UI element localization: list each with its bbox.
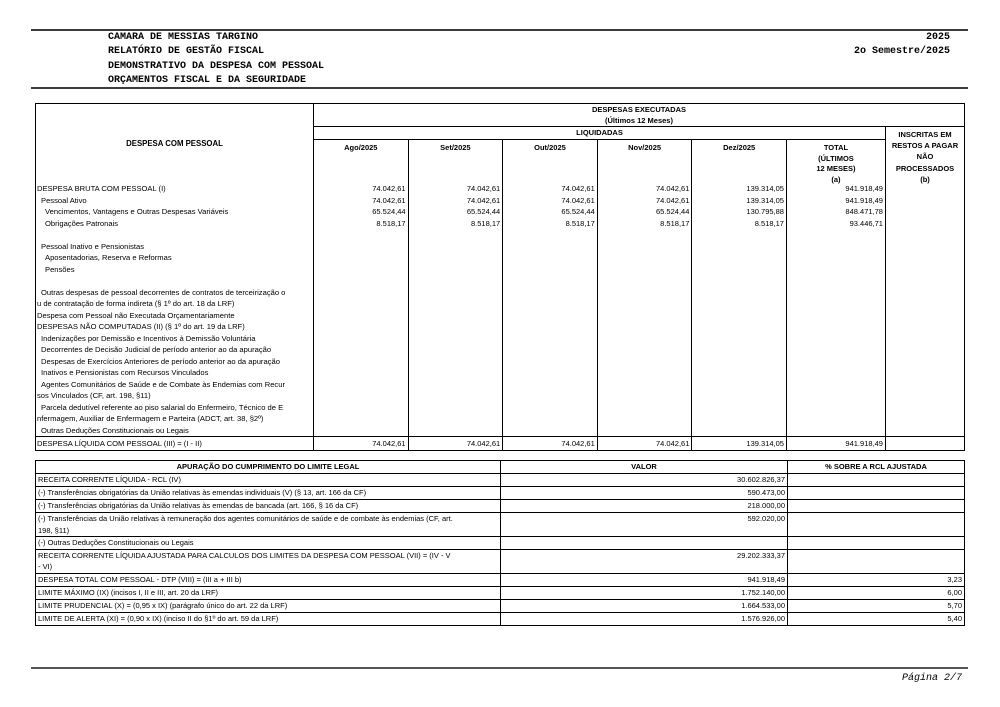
total-header-line: (a) bbox=[831, 175, 841, 185]
limit-row-label bbox=[36, 513, 501, 536]
restos-value-cell bbox=[885, 241, 964, 253]
limit-row-pct: 3,23 bbox=[947, 574, 962, 584]
limit-row-pct bbox=[788, 487, 964, 499]
corner-header-cell: DESPESA COM PESSOAL bbox=[36, 104, 314, 183]
limit-row bbox=[36, 574, 964, 587]
restos-value-cell bbox=[885, 229, 964, 241]
limit-row-label-line: (-) Outras Deduções Constitucionais ou Legais bbox=[38, 537, 194, 547]
expense-row bbox=[36, 344, 964, 356]
row-label-line bbox=[36, 275, 313, 287]
row-label-line: DESPESA BRUTA COM PESSOAL (I) bbox=[37, 184, 166, 193]
row-label bbox=[36, 425, 314, 437]
total-value-cell bbox=[787, 310, 885, 322]
limit-row-valor: 1.752.140,00 bbox=[501, 587, 788, 599]
month-value-cell bbox=[409, 241, 504, 253]
month-value-cell bbox=[314, 252, 409, 264]
restos-value-cell bbox=[885, 437, 964, 450]
month-value-cell bbox=[409, 310, 504, 322]
expense-row bbox=[36, 206, 964, 218]
expense-row bbox=[36, 425, 964, 437]
doc-title-line: DEMONSTRATIVO DA DESPESA COM PESSOAL bbox=[108, 60, 325, 72]
limit-row-label-line: DESPESA TOTAL COM PESSOAL - DTP (VIII) = (III a + III b) bbox=[38, 574, 242, 584]
total-value-cell bbox=[787, 344, 885, 356]
expense-table bbox=[35, 103, 965, 451]
month-value-cell bbox=[503, 425, 598, 437]
total-value-cell: 848.471,78 bbox=[845, 207, 883, 216]
total-value-cell: 941.918,49 bbox=[845, 439, 883, 448]
total-value-cell bbox=[787, 275, 885, 287]
row-label bbox=[36, 252, 314, 264]
expense-table-header bbox=[36, 104, 964, 183]
limit-row-valor: 30.602.826,37 bbox=[501, 474, 788, 486]
total-value-cell bbox=[787, 333, 885, 345]
restos-header-line: RESTOS A PAGAR bbox=[891, 141, 959, 151]
month-value-cell bbox=[314, 275, 409, 287]
expense-row bbox=[36, 183, 964, 195]
month-value-cell bbox=[409, 287, 504, 310]
row-label bbox=[36, 310, 314, 322]
row-label-line: Outras despesas de pessoal decorrentes de contratos de terceirização o bbox=[41, 287, 286, 297]
month-value-cell bbox=[409, 344, 504, 356]
total-value-cell bbox=[787, 425, 885, 437]
row-label bbox=[36, 437, 314, 450]
expense-row bbox=[36, 333, 964, 345]
limit-header-pct: % SOBRE A RCL AJUSTADA bbox=[825, 462, 927, 471]
limit-row-valor: 218.000,00 bbox=[501, 500, 788, 512]
month-value-cell bbox=[314, 264, 409, 276]
expense-row bbox=[36, 367, 964, 379]
row-label-line: DESPESAS NÃO COMPUTADAS (II) (§ 1º do art. 19 da LRF) bbox=[37, 322, 245, 331]
month-header-cell: Nov/2025 bbox=[598, 140, 693, 186]
limit-row-label-line: LIMITE PRUDENCIAL (X) = (0,95 x IX) (parágrafo único do art. 22 da LRF) bbox=[38, 600, 288, 610]
row-label bbox=[36, 333, 314, 345]
row-label bbox=[36, 344, 314, 356]
limit-row-valor: 29.202.333,37 bbox=[501, 550, 788, 573]
month-value-cell bbox=[598, 264, 693, 276]
expense-row bbox=[36, 402, 964, 425]
month-value-cell bbox=[598, 275, 693, 287]
month-value-cell bbox=[692, 367, 787, 379]
limit-row-pct bbox=[788, 474, 964, 486]
month-value-cell bbox=[692, 333, 787, 345]
month-value-cell bbox=[598, 356, 693, 368]
limit-row bbox=[36, 513, 964, 537]
expense-total-row bbox=[36, 436, 964, 450]
limit-row bbox=[36, 600, 964, 613]
total-value-cell bbox=[787, 367, 885, 379]
restos-value-cell bbox=[885, 195, 964, 207]
doc-title-line: ORÇAMENTOS FISCAL E DA SEGURIDADE bbox=[108, 75, 307, 87]
restos-header-line: NÃO bbox=[916, 152, 934, 162]
row-label bbox=[36, 356, 314, 368]
month-value-cell bbox=[314, 379, 409, 402]
month-value-cell bbox=[692, 379, 787, 402]
restos-value-cell bbox=[885, 183, 964, 195]
month-value-cell bbox=[598, 241, 693, 253]
limit-row bbox=[36, 487, 964, 500]
row-label-line: Decorrentes de Decisão Judicial de período anterior ao da apuração bbox=[41, 345, 272, 354]
row-label bbox=[36, 275, 314, 287]
limit-row-pct: 5,70 bbox=[947, 600, 962, 610]
limit-row bbox=[36, 587, 964, 600]
row-label-line: Indenizações por Demissão e Incentivos à Demissão Voluntária bbox=[41, 333, 256, 343]
month-value-cell: 74.042,61 bbox=[598, 183, 693, 195]
month-value-cell bbox=[692, 425, 787, 437]
limit-row-label-line: (-) Transferências da União relativas à remuneração dos agentes comunitários de saúde e de combate às endemias (CF, art. bbox=[38, 514, 453, 524]
month-value-cell: 65.524,44 bbox=[409, 206, 504, 218]
expense-row bbox=[36, 310, 964, 322]
month-value-cell bbox=[314, 425, 409, 437]
total-value-cell: 941.918,49 bbox=[845, 184, 883, 193]
limit-row-label-line: RECEITA CORRENTE LÍQUIDA AJUSTADA PARA CALCULOS DOS LIMITES DA DESPESA COM PESSOAL (VII) = (IV - V bbox=[38, 550, 451, 560]
total-header-line: (ÚLTIMOS bbox=[818, 153, 854, 163]
restos-value-cell bbox=[885, 344, 964, 356]
total-value-cell bbox=[787, 252, 885, 264]
limit-row-valor: 1.664.533,00 bbox=[501, 600, 788, 612]
total-header-cell bbox=[787, 140, 885, 186]
page-number: Página 2/7 bbox=[901, 673, 962, 684]
month-value-cell bbox=[503, 264, 598, 276]
month-header-cell: Set/2025 bbox=[409, 140, 504, 186]
month-value-cell: 74.042,61 bbox=[314, 437, 409, 450]
total-header-line: TOTAL bbox=[823, 143, 849, 152]
month-value-cell bbox=[314, 356, 409, 368]
month-value-cell bbox=[409, 402, 504, 425]
total-value-cell bbox=[787, 264, 885, 276]
month-value-cell bbox=[598, 402, 693, 425]
row-label bbox=[36, 264, 314, 276]
limit-row-label-line: LIMITE DE ALERTA (XI) = (0,90 x IX) (inciso II do §1º do art. 59 da LRF) bbox=[38, 613, 279, 623]
month-value-cell bbox=[314, 321, 409, 333]
month-header-cell: Dez/2025 bbox=[692, 140, 787, 186]
month-value-cell bbox=[598, 367, 693, 379]
restos-header-line: (b) bbox=[920, 174, 930, 184]
month-value-cell bbox=[692, 275, 787, 287]
row-label-line: sos Vinculados (CF, art. 198, §11) bbox=[37, 391, 151, 400]
month-header-row bbox=[314, 140, 885, 186]
footer-rule bbox=[31, 667, 968, 669]
total-value-cell bbox=[787, 356, 885, 368]
month-value-cell: 8.518,17 bbox=[314, 218, 409, 230]
limit-header-valor: VALOR bbox=[501, 461, 788, 473]
total-value-cell bbox=[787, 321, 885, 333]
expense-row bbox=[36, 264, 964, 276]
month-value-cell bbox=[409, 264, 504, 276]
limit-row bbox=[36, 550, 964, 574]
limit-row-pct: 5,40 bbox=[947, 613, 962, 623]
restos-value-cell bbox=[885, 218, 964, 230]
row-label-line: Outras Deduções Constitucionais ou Legais bbox=[41, 425, 189, 435]
month-value-cell bbox=[503, 229, 598, 241]
limit-row-valor: 941.918,49 bbox=[501, 574, 788, 586]
month-value-cell bbox=[314, 344, 409, 356]
limit-row-label-line: - VI) bbox=[38, 562, 53, 572]
restos-value-cell bbox=[885, 367, 964, 379]
row-label-line: Pensões bbox=[45, 264, 75, 274]
restos-value-cell bbox=[885, 264, 964, 276]
executed-header-region bbox=[314, 104, 964, 183]
month-value-cell: 8.518,17 bbox=[503, 218, 598, 230]
month-value-cell: 139.314,05 bbox=[692, 437, 787, 450]
limit-row-pct bbox=[788, 550, 964, 573]
month-value-cell bbox=[692, 229, 787, 241]
limit-row bbox=[36, 474, 964, 487]
expense-row bbox=[36, 275, 964, 287]
limit-row bbox=[36, 500, 964, 513]
month-value-cell bbox=[692, 264, 787, 276]
row-label bbox=[36, 321, 314, 333]
doc-header-left bbox=[108, 31, 324, 89]
limit-row-label bbox=[36, 550, 501, 573]
row-label bbox=[36, 218, 314, 230]
limit-row-label-line: (-) Transferências obrigatórias da União relativas às emendas individuais (V) (§ 13, art. 166 da CF) bbox=[38, 488, 367, 498]
month-value-cell bbox=[692, 310, 787, 322]
month-value-cell bbox=[409, 229, 504, 241]
month-value-cell: 74.042,61 bbox=[503, 195, 598, 207]
month-value-cell bbox=[409, 321, 504, 333]
month-value-cell bbox=[598, 310, 693, 322]
row-label-line: Aposentadorias, Reserva e Reformas bbox=[45, 253, 172, 262]
month-value-cell bbox=[409, 379, 504, 402]
month-value-cell bbox=[503, 367, 598, 379]
row-label-line: Obrigações Patronais bbox=[45, 218, 119, 228]
expense-table-body bbox=[36, 183, 964, 450]
limit-row-label-line: (-) Transferências obrigatórias da União relativas às emendas de bancada (art. 166, § 16 da CF) bbox=[38, 501, 359, 511]
limit-header-apuracao: APURAÇÃO DO CUMPRIMENTO DO LIMITE LEGAL bbox=[36, 461, 501, 473]
restos-value-cell bbox=[885, 287, 964, 310]
restos-value-cell bbox=[885, 275, 964, 287]
doc-title-line: RELATÓRIO DE GESTÃO FISCAL bbox=[108, 46, 265, 58]
limit-row-label bbox=[36, 613, 501, 625]
row-label bbox=[36, 183, 314, 195]
limit-row bbox=[36, 537, 964, 550]
expense-row bbox=[36, 218, 964, 230]
month-value-cell bbox=[314, 402, 409, 425]
month-value-cell bbox=[314, 287, 409, 310]
limit-table bbox=[35, 460, 965, 626]
month-value-cell bbox=[503, 333, 598, 345]
row-label-line: Parcela dedutível referente ao piso salarial do Enfermeiro, Técnico de E bbox=[41, 402, 284, 412]
doc-period-line: 2025 bbox=[925, 32, 950, 43]
month-value-cell: 65.524,44 bbox=[598, 206, 693, 218]
expense-row bbox=[36, 195, 964, 207]
doc-period-line: 2o Semestre/2025 bbox=[853, 46, 950, 58]
row-label bbox=[36, 367, 314, 379]
limit-row-label bbox=[36, 574, 501, 586]
liquidated-header-cell: LIQUIDADAS bbox=[314, 127, 885, 140]
row-label-line: Agentes Comunitários de Saúde e de Combate às Endemias com Recur bbox=[41, 379, 285, 389]
limit-table-body bbox=[36, 474, 964, 625]
restos-value-cell bbox=[885, 252, 964, 264]
month-value-cell bbox=[409, 425, 504, 437]
month-value-cell: 74.042,61 bbox=[598, 437, 693, 450]
expense-row bbox=[36, 287, 964, 310]
total-value-cell bbox=[787, 379, 885, 402]
row-label-line: DESPESA LÍQUIDA COM PESSOAL (III) = (I - II) bbox=[37, 439, 202, 448]
month-value-cell bbox=[598, 321, 693, 333]
row-label-line: Despesas de Exercícios Anteriores de período anterior ao da apuração bbox=[41, 356, 280, 366]
month-value-cell bbox=[314, 367, 409, 379]
month-header-cell: Ago/2025 bbox=[314, 140, 409, 186]
expense-row bbox=[36, 379, 964, 402]
executed-title: DESPESAS EXECUTADAS bbox=[591, 105, 687, 114]
month-value-cell bbox=[503, 402, 598, 425]
restos-value-cell bbox=[885, 321, 964, 333]
limit-row-pct bbox=[788, 513, 964, 536]
row-label-line: Inativos e Pensionistas com Recursos Vinculados bbox=[41, 368, 209, 377]
month-value-cell bbox=[598, 252, 693, 264]
row-label-line: nfermagem, Auxiliar de Enfermagem e Parteira (ADCT, art. 38, §2º) bbox=[37, 414, 264, 423]
total-value-cell: 941.918,49 bbox=[845, 195, 883, 205]
limit-row-pct bbox=[788, 500, 964, 512]
limit-row-pct: 6,00 bbox=[947, 587, 962, 597]
month-value-cell bbox=[598, 229, 693, 241]
row-label-line bbox=[36, 229, 313, 241]
liquidated-header-region bbox=[314, 127, 885, 183]
month-value-cell: 74.042,61 bbox=[598, 195, 693, 207]
month-value-cell: 74.042,61 bbox=[409, 437, 504, 450]
month-value-cell bbox=[692, 252, 787, 264]
month-value-cell: 8.518,17 bbox=[598, 218, 693, 230]
month-value-cell bbox=[503, 310, 598, 322]
row-label bbox=[36, 379, 314, 402]
row-label-line: Pessoal Inativo e Pensionistas bbox=[41, 241, 144, 251]
limit-table-header bbox=[36, 461, 964, 474]
row-label bbox=[36, 206, 314, 218]
executed-subtitle: (Últimos 12 Meses) bbox=[605, 115, 673, 125]
row-label-line: Vencimentos, Vantagens e Outras Despesas Variáveis bbox=[45, 207, 229, 216]
limit-row-label-line: RECEITA CORRENTE LÍQUIDA - RCL (IV) bbox=[38, 475, 181, 484]
month-value-cell bbox=[692, 287, 787, 310]
limit-row-valor: 1.576.926,00 bbox=[501, 613, 788, 625]
doc-title-line: CAMARA DE MESSIAS TARGINO bbox=[108, 32, 259, 43]
restos-a-pagar-header-cell bbox=[885, 127, 964, 183]
expense-row bbox=[36, 229, 964, 241]
month-value-cell bbox=[692, 241, 787, 253]
month-value-cell: 74.042,61 bbox=[314, 195, 409, 207]
row-label bbox=[36, 229, 314, 241]
month-value-cell: 139.314,05 bbox=[692, 195, 787, 207]
row-label bbox=[36, 287, 314, 310]
total-value-cell bbox=[787, 287, 885, 310]
month-value-cell bbox=[598, 379, 693, 402]
limit-row-label bbox=[36, 600, 501, 612]
month-value-cell bbox=[692, 356, 787, 368]
restos-value-cell bbox=[885, 379, 964, 402]
month-value-cell: 130.795,88 bbox=[692, 206, 787, 218]
month-value-cell bbox=[503, 356, 598, 368]
month-value-cell bbox=[503, 321, 598, 333]
month-value-cell bbox=[692, 344, 787, 356]
restos-value-cell bbox=[885, 402, 964, 425]
month-value-cell bbox=[503, 344, 598, 356]
restos-value-cell bbox=[885, 333, 964, 345]
month-value-cell: 74.042,61 bbox=[409, 195, 504, 207]
row-label bbox=[36, 241, 314, 253]
row-label-line: u de contratação de forma indireta (§ 1º do art. 18 da LRF) bbox=[37, 299, 235, 308]
month-header-cell: Out/2025 bbox=[503, 140, 598, 186]
row-label bbox=[36, 402, 314, 425]
restos-value-cell bbox=[885, 310, 964, 322]
limit-row-label bbox=[36, 487, 501, 499]
month-value-cell: 8.518,17 bbox=[692, 218, 787, 230]
month-value-cell: 74.042,61 bbox=[503, 183, 598, 195]
total-value-cell: 93.446,71 bbox=[849, 218, 883, 228]
month-value-cell bbox=[692, 321, 787, 333]
executed-header-cell bbox=[314, 104, 964, 127]
month-value-cell bbox=[314, 241, 409, 253]
limit-row-valor: 590.473,00 bbox=[501, 487, 788, 499]
total-value-cell bbox=[787, 402, 885, 425]
total-value-cell bbox=[787, 229, 885, 241]
month-value-cell bbox=[314, 310, 409, 322]
month-value-cell bbox=[409, 252, 504, 264]
expense-row bbox=[36, 356, 964, 368]
month-value-cell bbox=[503, 241, 598, 253]
month-value-cell bbox=[409, 367, 504, 379]
total-header-line: 12 MESES) bbox=[816, 164, 856, 174]
limit-row-label-line: LIMITE MÁXIMO (IX) (incisos I, II e III, art. 20 da LRF) bbox=[38, 587, 219, 597]
month-value-cell: 74.042,61 bbox=[314, 183, 409, 195]
month-value-cell bbox=[409, 333, 504, 345]
month-value-cell bbox=[314, 333, 409, 345]
month-value-cell bbox=[503, 252, 598, 264]
expense-row bbox=[36, 241, 964, 253]
limit-row-label bbox=[36, 500, 501, 512]
restos-value-cell bbox=[885, 356, 964, 368]
month-value-cell bbox=[598, 344, 693, 356]
month-value-cell bbox=[598, 425, 693, 437]
month-value-cell bbox=[314, 229, 409, 241]
restos-header-line: PROCESSADOS bbox=[895, 163, 955, 173]
expense-row bbox=[36, 252, 964, 264]
limit-row-label bbox=[36, 587, 501, 599]
month-value-cell bbox=[503, 275, 598, 287]
month-value-cell bbox=[598, 287, 693, 310]
month-value-cell bbox=[503, 287, 598, 310]
month-value-cell bbox=[409, 356, 504, 368]
limit-row-valor bbox=[501, 537, 788, 549]
expense-row bbox=[36, 321, 964, 333]
limit-row-label bbox=[36, 474, 501, 486]
restos-value-cell bbox=[885, 425, 964, 437]
month-value-cell: 65.524,44 bbox=[503, 206, 598, 218]
month-value-cell: 74.042,61 bbox=[409, 183, 504, 195]
month-value-cell bbox=[692, 402, 787, 425]
limit-row-label-line: 198, §11) bbox=[38, 525, 70, 535]
month-value-cell bbox=[503, 379, 598, 402]
month-value-cell: 65.524,44 bbox=[314, 206, 409, 218]
doc-header-right bbox=[854, 31, 950, 60]
limit-row bbox=[36, 613, 964, 625]
limit-row-valor: 592.020,00 bbox=[501, 513, 788, 536]
month-value-cell bbox=[409, 275, 504, 287]
row-label bbox=[36, 195, 314, 207]
restos-header-line: INSCRITAS EM bbox=[898, 130, 952, 139]
total-value-cell bbox=[787, 241, 885, 253]
month-value-cell: 8.518,17 bbox=[409, 218, 504, 230]
row-label-line: Pessoal Ativo bbox=[41, 195, 87, 205]
month-value-cell: 139.314,05 bbox=[692, 183, 787, 195]
restos-value-cell bbox=[885, 206, 964, 218]
row-label-line: Despesa com Pessoal não Executada Orçamentariamente bbox=[37, 310, 235, 320]
month-value-cell bbox=[598, 333, 693, 345]
limit-row-label bbox=[36, 537, 501, 549]
limit-row-pct bbox=[788, 537, 964, 549]
month-value-cell: 74.042,61 bbox=[503, 437, 598, 450]
